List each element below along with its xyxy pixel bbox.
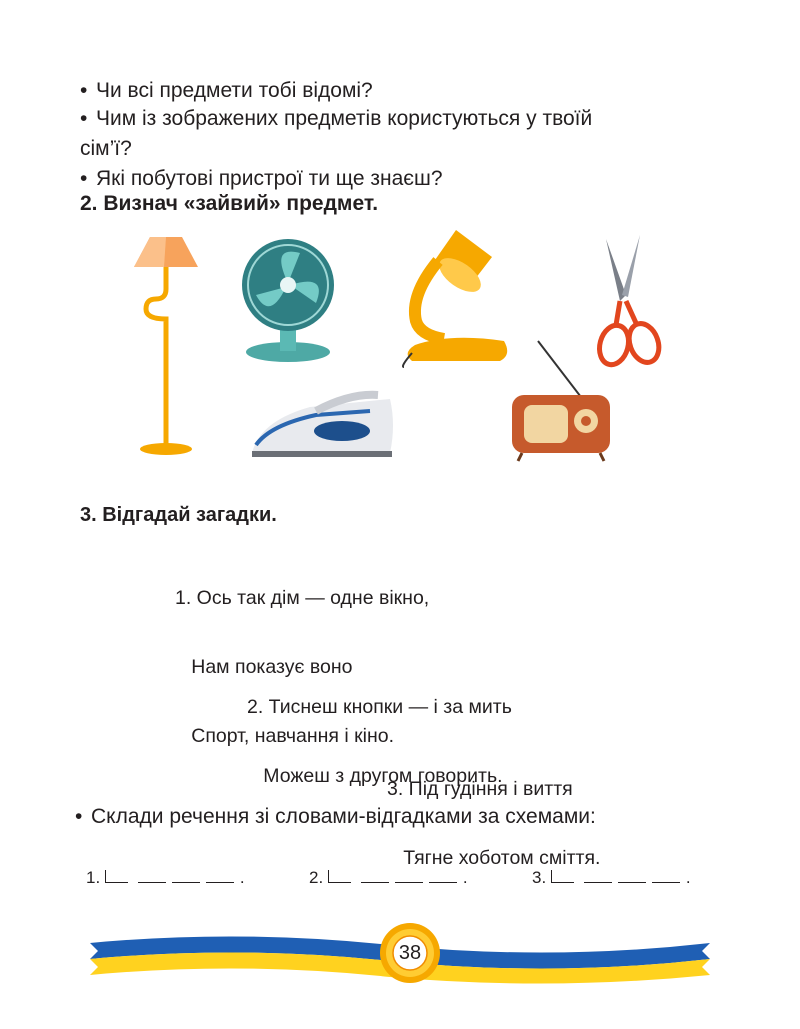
floor-lamp-image [134, 237, 198, 455]
sentence-task: • Склади речення зі словами-відгадками за схемами: [75, 805, 596, 828]
scheme-dash [361, 872, 389, 883]
scheme-dash [138, 872, 166, 883]
riddle-line: Нам показує воно [175, 656, 353, 678]
scheme-dash [652, 872, 680, 883]
iron-image [252, 395, 393, 457]
scheme-number: 2. [309, 868, 324, 887]
radio-image [512, 341, 610, 461]
task-3-title: 3. Відгадай загадки. [80, 504, 277, 526]
sentence-scheme-3: 3. . [532, 868, 691, 887]
sentence-scheme-2: 2. . [309, 868, 468, 887]
scheme-dash [584, 872, 612, 883]
household-items-illustration [120, 225, 680, 465]
sentence-scheme-1: 1. . [86, 868, 245, 887]
riddle-line: Спорт, навчання і кіно. [175, 725, 395, 747]
riddle-line: Можеш з другом говорить. [247, 765, 503, 787]
scheme-dash [618, 872, 646, 883]
riddle-line: 3. Під гудіння і виття [387, 778, 573, 800]
scheme-number: 3. [532, 868, 547, 887]
scheme-dash [206, 872, 234, 883]
desk-fan-image [242, 239, 334, 362]
question-3: • Які побутові пристрої ти ще знаєш? [80, 167, 443, 190]
page-number: 38 [398, 942, 422, 964]
task-2-title: 2. Визнач «зайвий» предмет. [80, 192, 379, 215]
desk-lamp-image [403, 230, 507, 367]
bullet-icon: • [80, 167, 88, 190]
bullet-icon: • [80, 79, 88, 102]
scheme-dash [395, 872, 423, 883]
question-1: • Чи всі предмети тобі відомі? [80, 79, 373, 102]
bullet-icon: • [80, 107, 88, 130]
scheme-start-mark [328, 870, 351, 883]
scheme-number: 1. [86, 868, 101, 887]
scissors-image [595, 235, 664, 368]
riddle-line: 2. Тиснеш кнопки — і за мить [247, 696, 512, 718]
question-2-continuation: сім’ї? [80, 137, 132, 160]
bullet-icon: • [75, 805, 83, 828]
question-2: • Чим із зображених предметів користуються у твоїй [80, 107, 593, 130]
riddle-line: 1. Ось так дім — одне вікно, [175, 587, 430, 609]
scheme-start-mark [551, 870, 574, 883]
riddle-line: Тягне хоботом сміття. [387, 847, 601, 869]
scheme-dash [172, 872, 200, 883]
scheme-dash [429, 872, 457, 883]
scheme-start-mark [105, 870, 128, 883]
